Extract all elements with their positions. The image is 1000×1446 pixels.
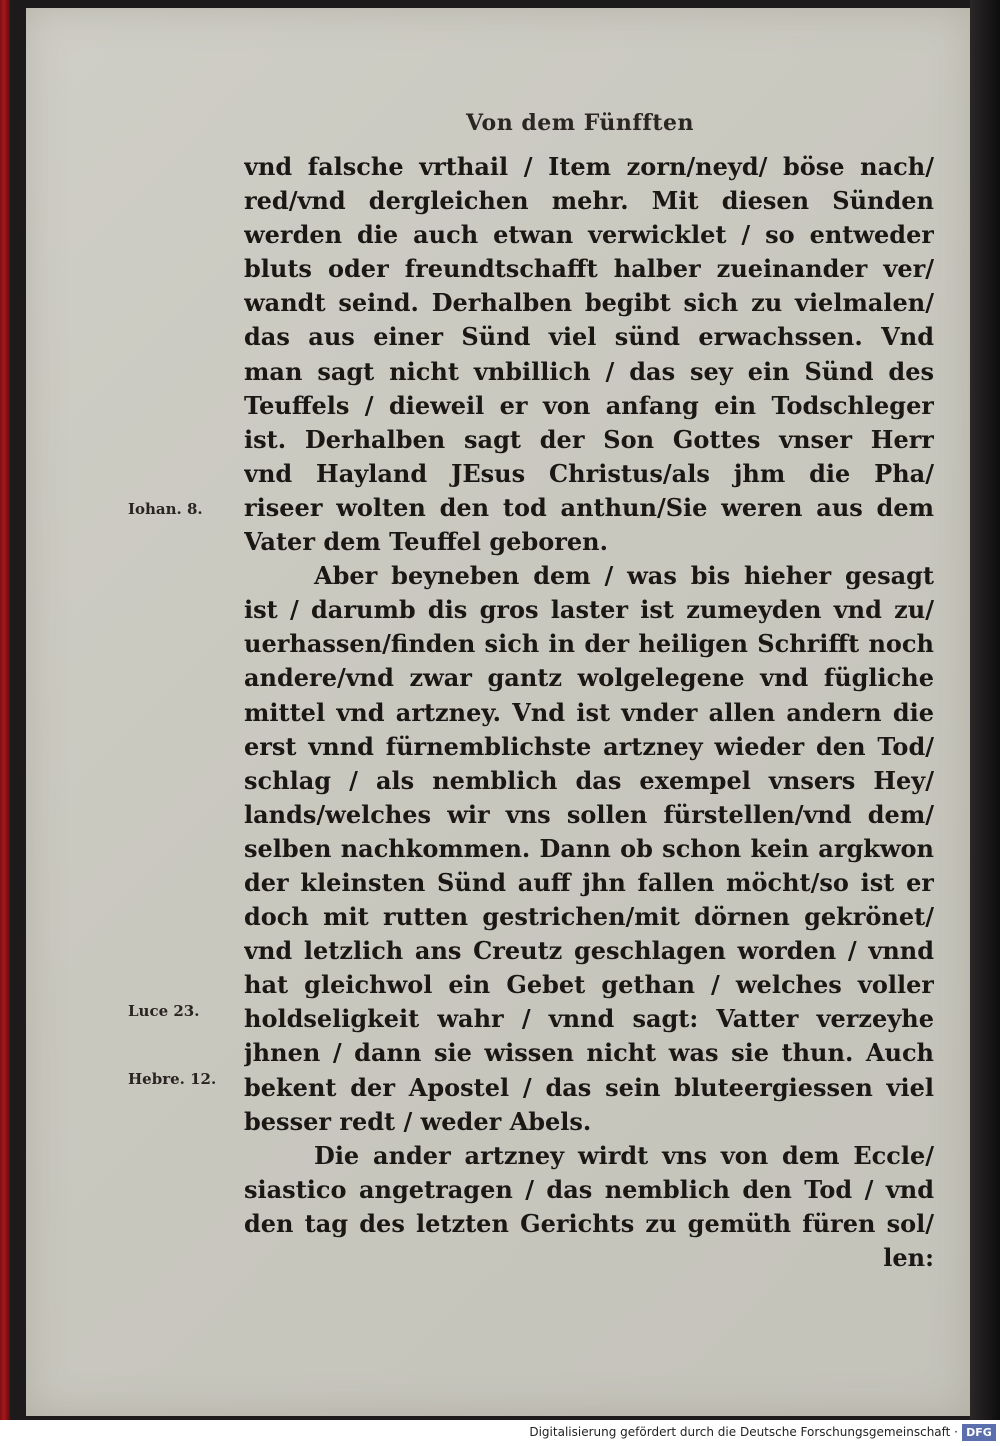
footer-bar xyxy=(0,1420,1000,1446)
binding-edge xyxy=(0,0,10,1420)
text-line: ist / darumb dis gros laster ist zumeyden vnd zu/ xyxy=(244,595,934,625)
text-line: wandt seind. Derhalben begibt sich zu vielmalen/ xyxy=(244,288,934,318)
funding-note: Digitalisierung gefördert durch die Deutsche Forschungsgemeinschaft · xyxy=(529,1425,958,1439)
text-line: red/vnd dergleichen mehr. Mit diesen Sünden xyxy=(244,186,934,216)
text-line: werden die auch etwan verwicklet / so entweder xyxy=(244,220,934,250)
text-line: schlag / als nemblich das exempel vnsers Hey/ xyxy=(244,765,934,795)
text-line: Aber beyneben dem / was bis hieher gesagt xyxy=(314,561,934,591)
text-line: vnd Hayland JEsus Christus/als jhm die Pha/ xyxy=(244,458,934,488)
dfg-logo-icon: DFG xyxy=(962,1424,996,1441)
scan-border xyxy=(970,0,1000,1420)
text-line: lands/welches wir vns sollen fürstellen/vnd dem/ xyxy=(244,799,934,829)
text-line: jhnen / dann sie wissen nicht was sie thun. Auch xyxy=(244,1038,934,1068)
text-line: ist. Derhalben sagt der Son Gottes vnser Herr xyxy=(244,424,934,454)
text-line: riseer wolten den tod anthun/Sie weren aus dem xyxy=(244,492,934,522)
text-line: den tag des letzten Gerichts zu gemüth füren sol/ xyxy=(244,1208,934,1238)
margin-note-john: Iohan. 8. xyxy=(128,500,203,518)
text-line: erst vnnd fürnemblichste artzney wieder den Tod/ xyxy=(244,731,934,761)
text-line: doch mit rutten gestrichen/mit dörnen gekrönet/ xyxy=(244,902,934,932)
text-line: vnd letzlich ans Creutz geschlagen worden / vnnd xyxy=(244,936,934,966)
text-line: Teuffels / dieweil er von anfang ein Todschleger xyxy=(244,390,934,420)
text-line: der kleinsten Sünd auff jhn fallen möcht/so ist er xyxy=(244,867,934,897)
text-line: das aus einer Sünd viel sünd erwachssen. Vnd xyxy=(244,322,934,352)
text-line: hat gleichwol ein Gebet gethan / welches voller xyxy=(244,970,934,1000)
text-line: andere/vnd zwar gantz wolgelegene vnd fügliche xyxy=(244,663,934,693)
body-text xyxy=(244,150,934,1275)
text-line: siastico angetragen / das nemblich den Tod / vnd xyxy=(244,1174,934,1204)
text-line: bekent der Apostel / das sein bluteergiessen viel xyxy=(244,1072,934,1102)
text-line: vnd falsche vrthail / Item zorn/neyd/ böse nach/ xyxy=(244,152,934,181)
running-head: Von dem Fünfften xyxy=(466,110,694,136)
margin-note-luke: Luce 23. xyxy=(128,1002,200,1020)
catchword: len: xyxy=(883,1243,934,1272)
text-line: selben nachkommen. Dann ob schon kein argkwon xyxy=(244,833,934,863)
text-line: holdseligkeit wahr / vnnd sagt: Vatter verzeyhe xyxy=(244,1004,934,1034)
text-line: man sagt nicht vnbillich / das sey ein Sünd des xyxy=(244,356,934,386)
text-line: Vater dem Teuffel geboren. xyxy=(244,527,608,557)
text-line: besser redt / weder Abels. xyxy=(244,1106,592,1136)
text-line: Die ander artzney wirdt vns von dem Eccle/ xyxy=(314,1140,934,1170)
text-line: bluts oder freundtschafft halber zueinander ver/ xyxy=(244,254,934,284)
text-line: uerhassen/finden sich in der heiligen Schrifft noch xyxy=(244,629,934,659)
margin-note-hebrews: Hebre. 12. xyxy=(128,1070,217,1088)
text-line: mittel vnd artzney. Vnd ist vnder allen andern die xyxy=(244,697,934,727)
